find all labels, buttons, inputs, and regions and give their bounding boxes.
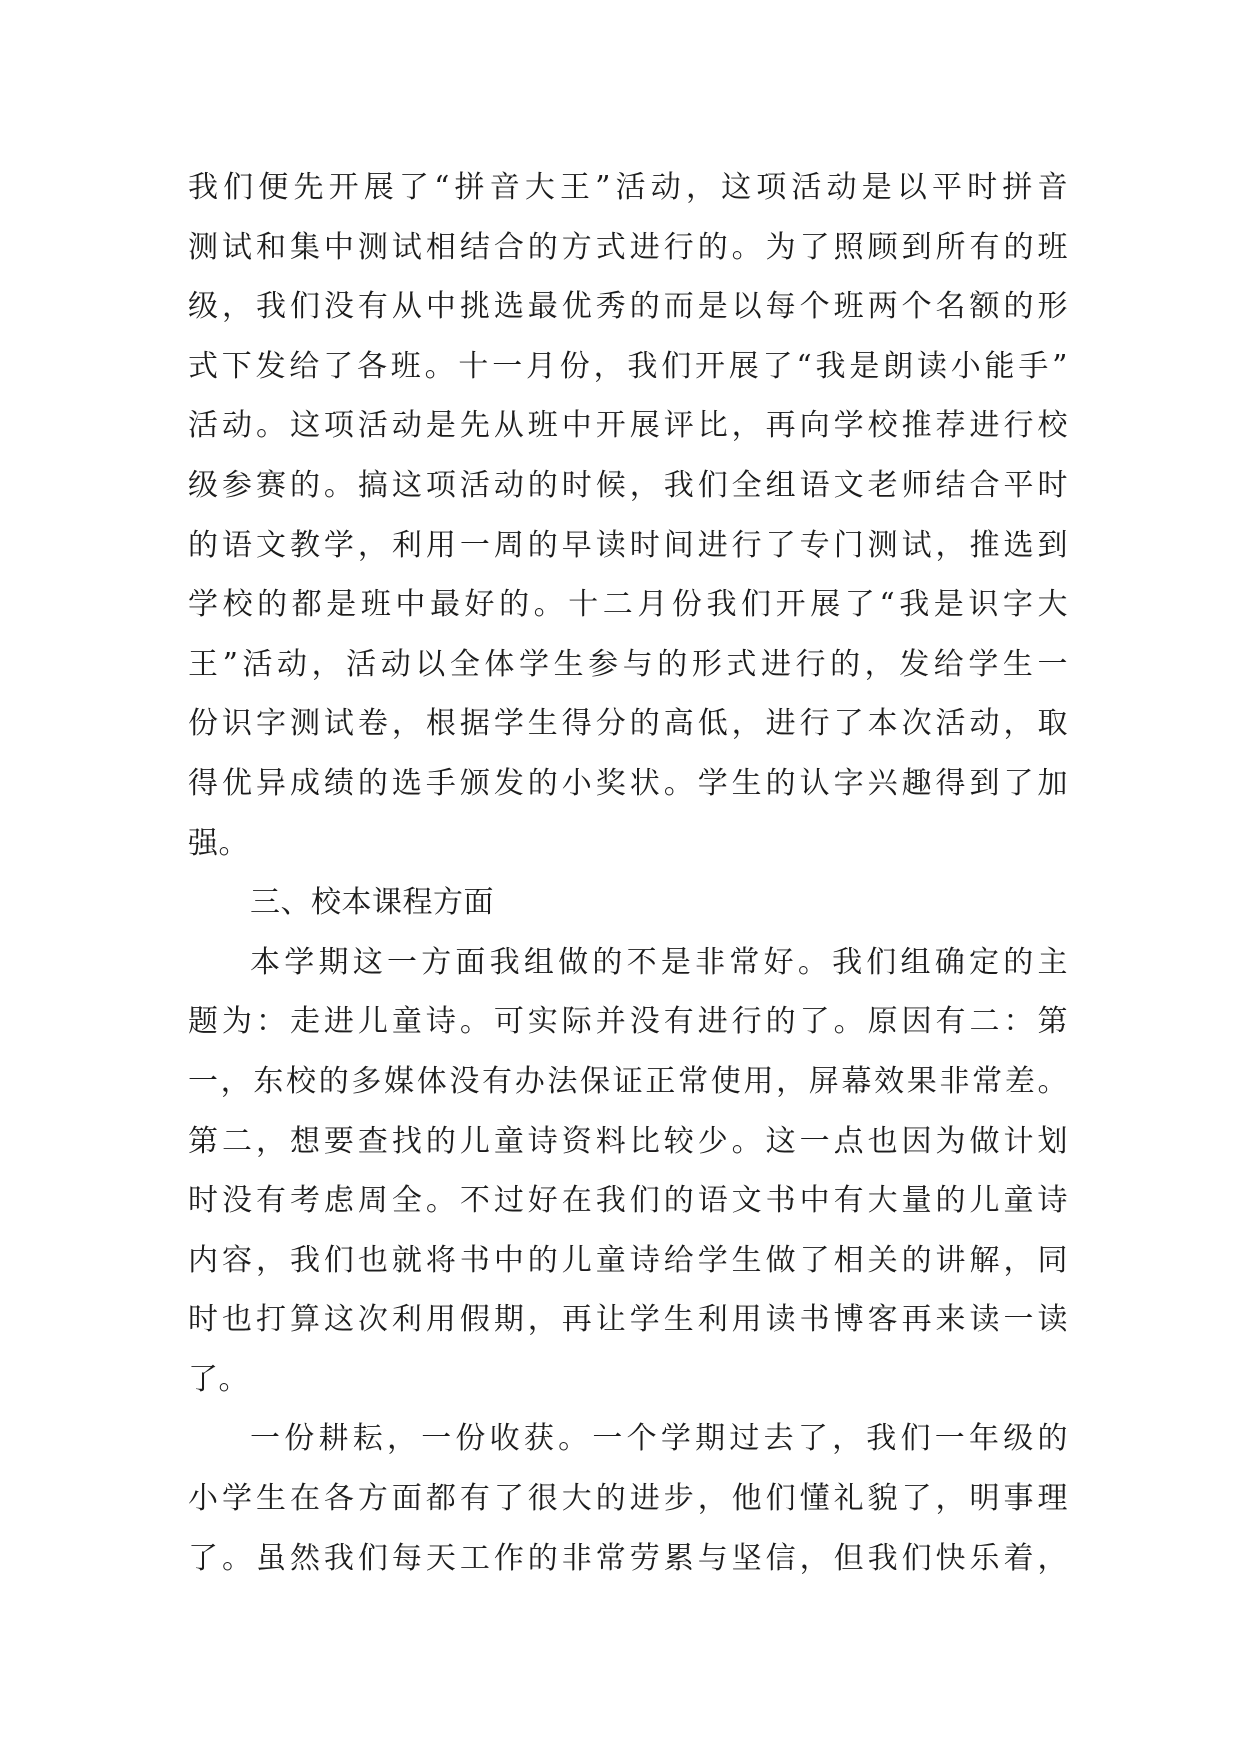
body-text (188, 158, 1068, 1588)
text-line: 式下发给了各班。十一月份，我们开展了“我是朗读小能手” (188, 348, 1068, 384)
text-line: 级，我们没有从中挑选最优秀的而是以每个班两个名额的形 (188, 289, 1068, 325)
text-line: 份识字测试卷，根据学生得分的高低，进行了本次活动，取 (188, 706, 1068, 742)
text-line: 活动。这项活动是先从班中开展评比，再向学校推荐进行校 (188, 408, 1068, 444)
text-line: 题为：走进儿童诗。可实际并没有进行的了。原因有二：第 (188, 1004, 1068, 1040)
text-line: 得优异成绩的选手颁发的小奖状。学生的认字兴趣得到了加 (188, 765, 1068, 801)
text-line: 强。 (188, 825, 249, 861)
text-line: 我们便先开展了“拼音大王”活动，这项活动是以平时拼音 (188, 170, 1068, 205)
text-line: 第二，想要查找的儿童诗资料比较少。这一点也因为做计划 (188, 1123, 1068, 1159)
text-line: 了。 (188, 1361, 249, 1397)
text-line: 内容，我们也就将书中的儿童诗给学生做了相关的讲解，同 (188, 1242, 1068, 1278)
text-line: 学校的都是班中最好的。十二月份我们开展了“我是识字大 (188, 587, 1068, 623)
text-line: 王”活动，活动以全体学生参与的形式进行的，发给学生一 (188, 646, 1068, 682)
text-line: 本学期这一方面我组做的不是非常好。我们组确定的主 (250, 944, 1068, 980)
text-line: 时没有考虑周全。不过好在我们的语文书中有大量的儿童诗 (188, 1183, 1068, 1219)
text-line: 级参赛的。搞这项活动的时候，我们全组语文老师结合平时 (188, 467, 1068, 503)
text-line: 的语文教学，利用一周的早读时间进行了专门测试，推选到 (188, 527, 1068, 563)
text-line: 测试和集中测试相结合的方式进行的。为了照顾到所有的班 (188, 229, 1068, 265)
text-line: 一份耕耘，一份收获。一个学期过去了，我们一年级的 (250, 1421, 1068, 1457)
text-line: 了。虽然我们每天工作的非常劳累与坚信，但我们快乐着， (188, 1540, 1068, 1576)
text-line: 小学生在各方面都有了很大的进步，他们懂礼貌了，明事理 (188, 1481, 1068, 1517)
text-line: 三、校本课程方面 (250, 885, 494, 921)
text-line: 时也打算这次利用假期，再让学生利用读书博客再来读一读 (188, 1302, 1068, 1338)
text-line: 一，东校的多媒体没有办法保证正常使用，屏幕效果非常差。 (188, 1063, 1068, 1099)
